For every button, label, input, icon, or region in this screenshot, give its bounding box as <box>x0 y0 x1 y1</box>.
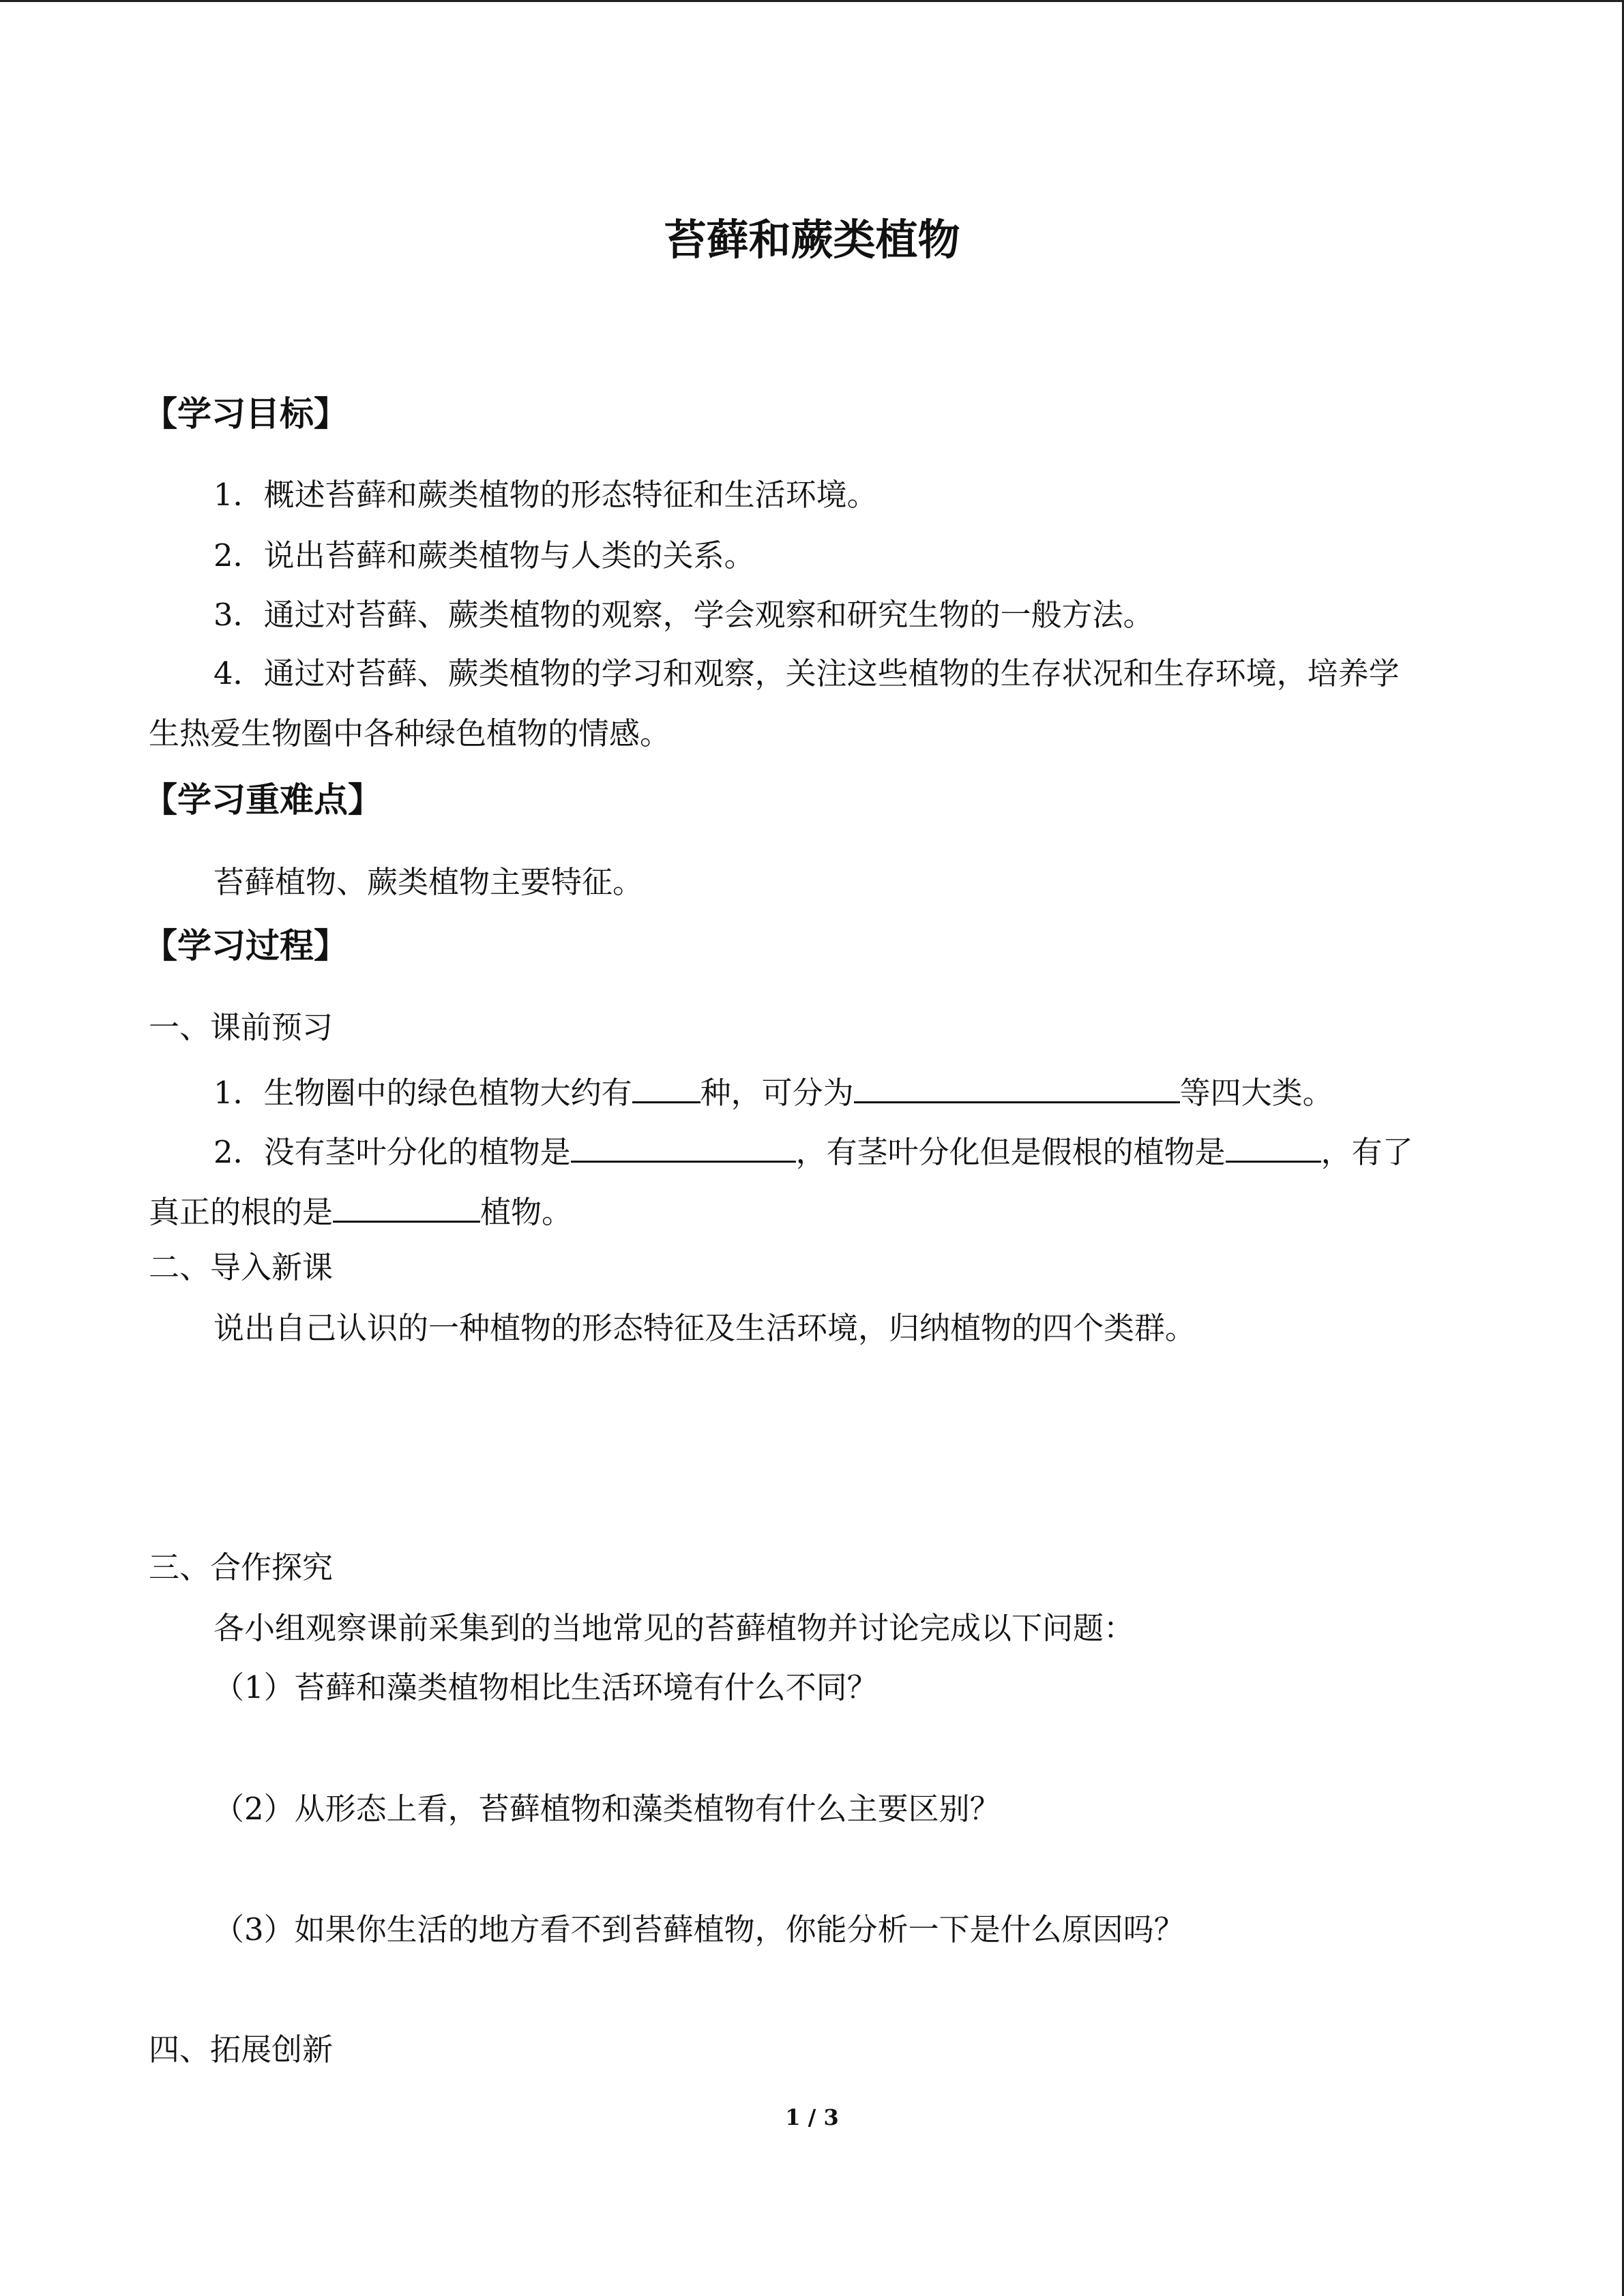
preview-question-2-continuation <box>149 1187 572 1234</box>
explore-question-2: （2）从形态上看，苔藓植物和藻类植物有什么主要区别？ <box>213 1791 1001 1827</box>
q1-blank-count[interactable] <box>632 1067 700 1103</box>
q1-text-a: 1．生物圈中的绿色植物大约有 <box>213 1075 632 1111</box>
explore-question-1: （1）苔藓和藻类植物相比生活环境有什么不同？ <box>213 1669 878 1705</box>
objective-item-2: 2．说出苔藓和蕨类植物与人类的关系。 <box>213 537 755 573</box>
preview-title: 一、课前预习 <box>149 1009 334 1045</box>
objective-item-1: 1．概述苔藓和蕨类植物的形态特征和生活环境。 <box>213 477 878 513</box>
q1-text-c: 等四大类。 <box>1179 1075 1333 1111</box>
explore-title: 三、合作探究 <box>149 1549 334 1585</box>
preview-question-1 <box>213 1067 1333 1114</box>
document-title: 苔藓和蕨类植物 <box>664 215 960 265</box>
extension-title: 四、拓展创新 <box>149 2031 334 2068</box>
preview-question-2 <box>213 1127 1413 1174</box>
objectives-heading: 【学习目标】 <box>143 394 348 434</box>
page-number: 1 / 3 <box>785 2104 839 2130</box>
process-heading: 【学习过程】 <box>143 926 348 966</box>
q2-text-e: 植物。 <box>480 1194 573 1230</box>
explore-question-3: （3）如果你生活的地方看不到苔藓植物，你能分析一下是什么原因吗？ <box>213 1911 1185 1948</box>
intro-text: 说出自己认识的一种植物的形态特征及生活环境，归纳植物的四个类群。 <box>213 1310 1196 1346</box>
objective-item-4: 4．通过对苔藓、蕨类植物的学习和观察，关注这些植物的生存状况和生存环境，培养学 <box>213 655 1400 691</box>
q1-blank-categories[interactable] <box>854 1067 1180 1103</box>
q2-blank-no-stem-leaf[interactable] <box>571 1127 796 1163</box>
q2-text-b: ，有茎叶分化但是假根的植物是 <box>795 1134 1226 1170</box>
objective-item-3: 3．通过对苔藓、蕨类植物的观察，学会观察和研究生物的一般方法。 <box>213 597 1154 633</box>
key-points-text: 苔藓植物、蕨类植物主要特征。 <box>213 864 644 900</box>
key-points-heading: 【学习重难点】 <box>143 780 382 820</box>
q2-blank-true-root[interactable] <box>333 1187 480 1223</box>
page-border-top <box>0 0 1624 2</box>
q2-text-a: 2．没有茎叶分化的植物是 <box>213 1134 571 1170</box>
intro-title: 二、导入新课 <box>149 1249 334 1285</box>
q2-text-c: ，有了 <box>1320 1134 1413 1170</box>
q1-text-b: 种，可分为 <box>700 1075 854 1111</box>
q2-blank-false-root[interactable] <box>1226 1127 1321 1163</box>
objective-item-4-continuation: 生热爱生物圈中各种绿色植物的情感。 <box>149 715 671 751</box>
explore-intro: 各小组观察课前采集到的当地常见的苔藓植物并讨论完成以下问题： <box>213 1610 1135 1646</box>
q2-text-d: 真正的根的是 <box>149 1194 334 1230</box>
